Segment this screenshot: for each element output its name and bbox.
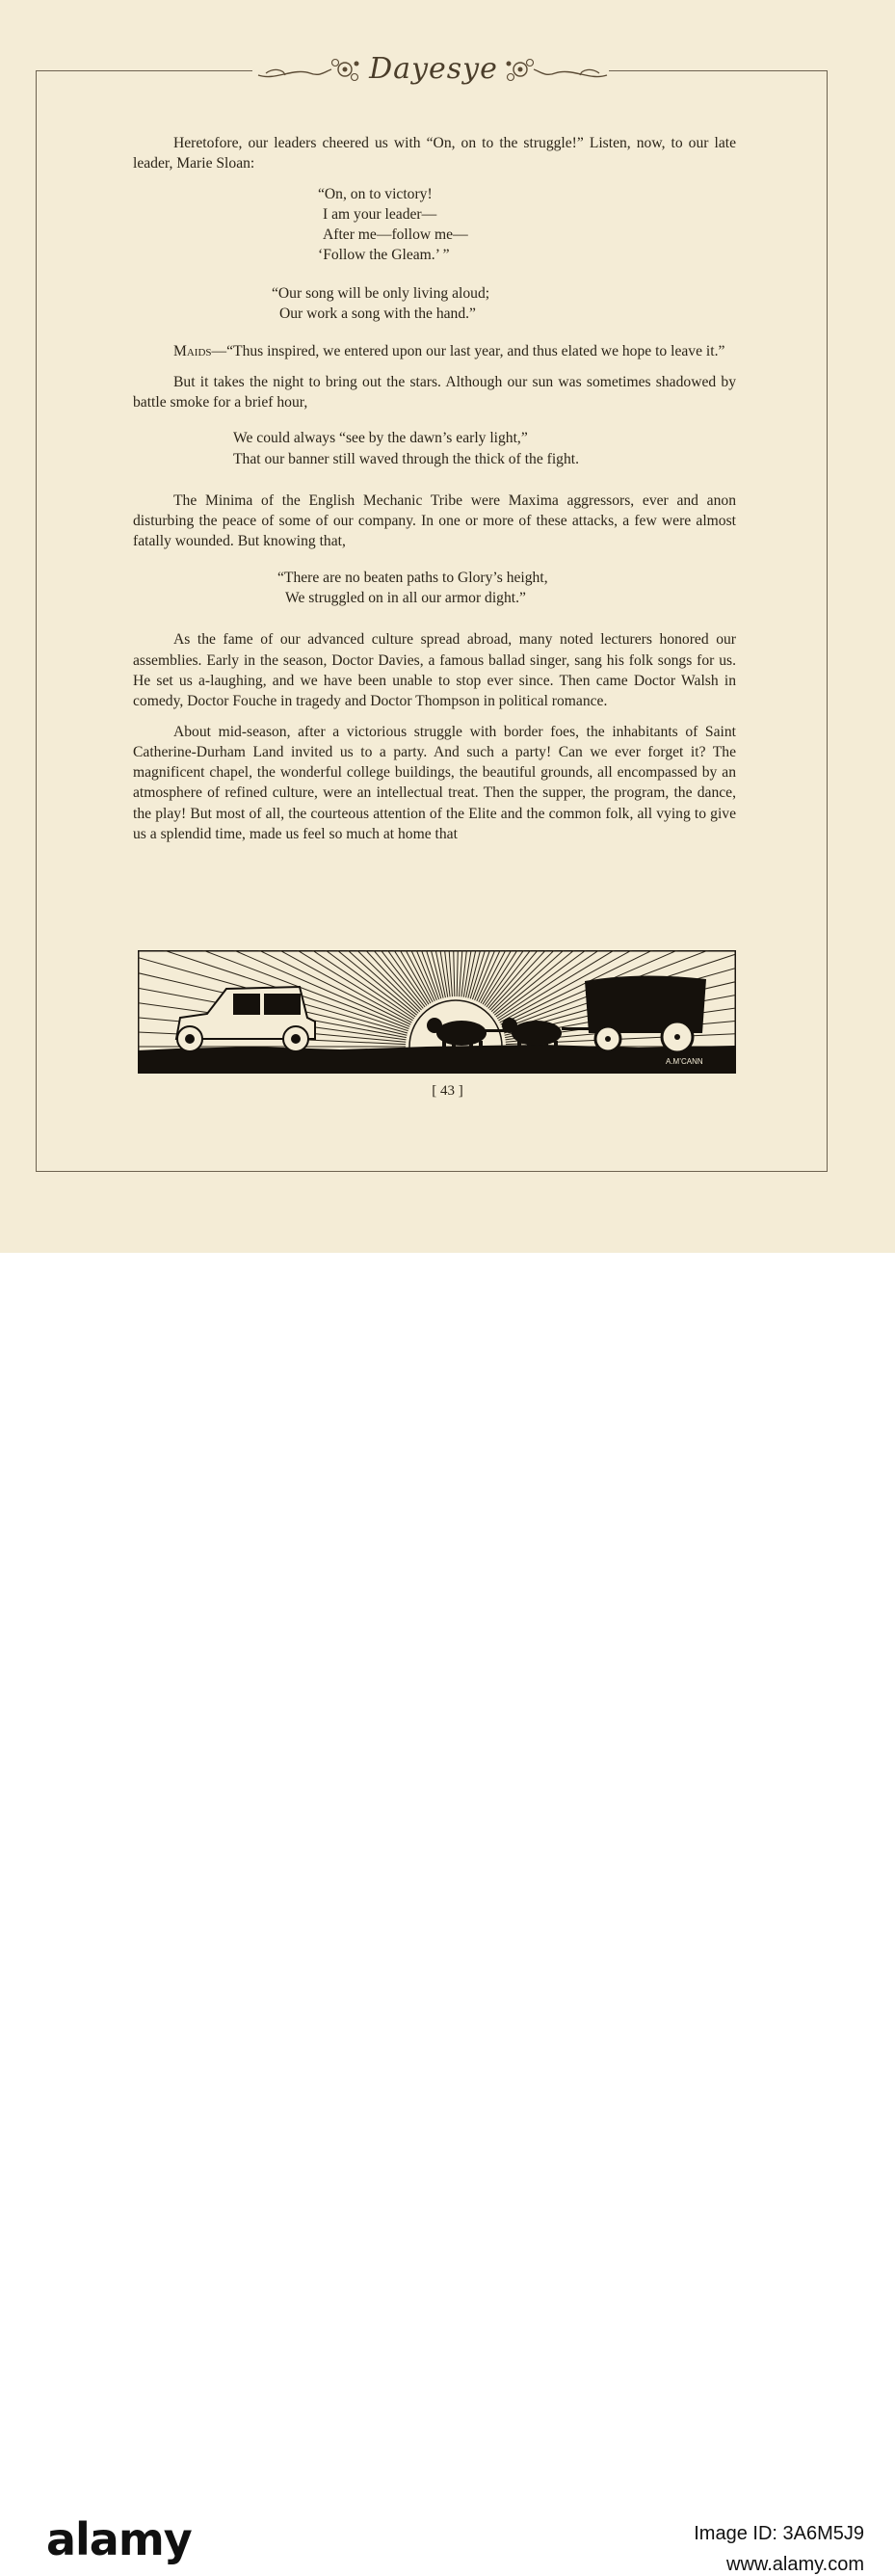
paragraph: But it takes the night to bring out the stars. Although our sun was sometimes shadowed by battle smoke for a brief hour, xyxy=(133,373,736,411)
paragraph xyxy=(133,341,736,361)
poem-line: After me—follow me— xyxy=(323,226,468,244)
paragraph-text: —“Thus inspired, we entered upon our last year, and thus elated we hope to leave it.” xyxy=(211,343,725,360)
speaker-label: Maids xyxy=(173,343,212,360)
poem-line: I am your leader— xyxy=(323,205,437,223)
right-flourish-ornament xyxy=(501,56,609,85)
poem-line: “There are no beaten paths to Glory’s height, xyxy=(277,569,548,586)
paragraph: About mid-season, after a victorious struggle with border foes, the inhabitants of Saint Catherine-Durham Land invited us to a party. And such a party! Can we ever forget it? The magnificent chapel, the wonderful college buildings, the beautiful grounds, all encompassed by an atmosphere of refined culture, were an intellectual treat. Then the supper, the program, the dance, the play! But most of all, the courteous attention of the Elite and the common folk, all vying to give us a splendid time, made us feel so much at home that xyxy=(133,723,736,843)
site-url: www.alamy.com xyxy=(726,2554,864,2575)
poem-line: We struggled on in all our armor dight.” xyxy=(285,590,526,607)
page-body-text xyxy=(133,133,736,854)
poem-line: “Our song will be only living aloud; xyxy=(272,284,490,302)
paragraph: Heretofore, our leaders cheered us with “On, on to the struggle!” Listen, now, to our late leader, Marie Sloan: xyxy=(133,135,736,173)
paragraph: The Minima of the English Mechanic Tribe were Maxima aggressors, ever and anon disturbing the peace of some of our company. In one or more of these attacks, a few were almost fatally wounded. But knowing that, xyxy=(133,491,736,550)
poem-line: ‘Follow the Gleam.’ ” xyxy=(318,247,450,264)
poem-stanza xyxy=(133,283,736,325)
pioneer-illustration xyxy=(138,950,736,1074)
poem-line: “On, on to victory! xyxy=(318,185,433,202)
running-header xyxy=(252,50,609,93)
watermark-band xyxy=(0,1253,895,2575)
book-page xyxy=(0,0,895,1253)
poem-stanza xyxy=(133,184,736,266)
image-id-label: Image ID: 3A6M5J9 xyxy=(694,2523,864,2544)
poem-line: We could always “see by the dawn’s early light,” xyxy=(233,430,528,447)
left-flourish-ornament xyxy=(256,56,364,85)
poem-stanza xyxy=(133,428,736,469)
ground-silhouette xyxy=(138,1045,736,1074)
alamy-logo: alamy xyxy=(46,2513,192,2565)
poem-stanza xyxy=(133,568,736,609)
poem-line: That our banner still waved through the thick of the fight. xyxy=(233,450,579,467)
poem-line: Our work a song with the hand.” xyxy=(279,305,476,323)
artist-signature: A.M’CANN xyxy=(666,1057,703,1066)
page-number: [ 43 ] xyxy=(432,1083,463,1099)
paragraph: As the fame of our advanced culture spread abroad, many noted lecturers honored our assemblies. Early in the season, Doctor Davies, a famous ballad singer, sang his folk songs for us. He set us a-laughing, and we have been unable to stop ever since. Then came Doctor Walsh in comedy, Doctor Fouche in tragedy and Doctor Thompson in political romance. xyxy=(133,631,736,710)
header-title: Dayesye xyxy=(369,52,498,86)
